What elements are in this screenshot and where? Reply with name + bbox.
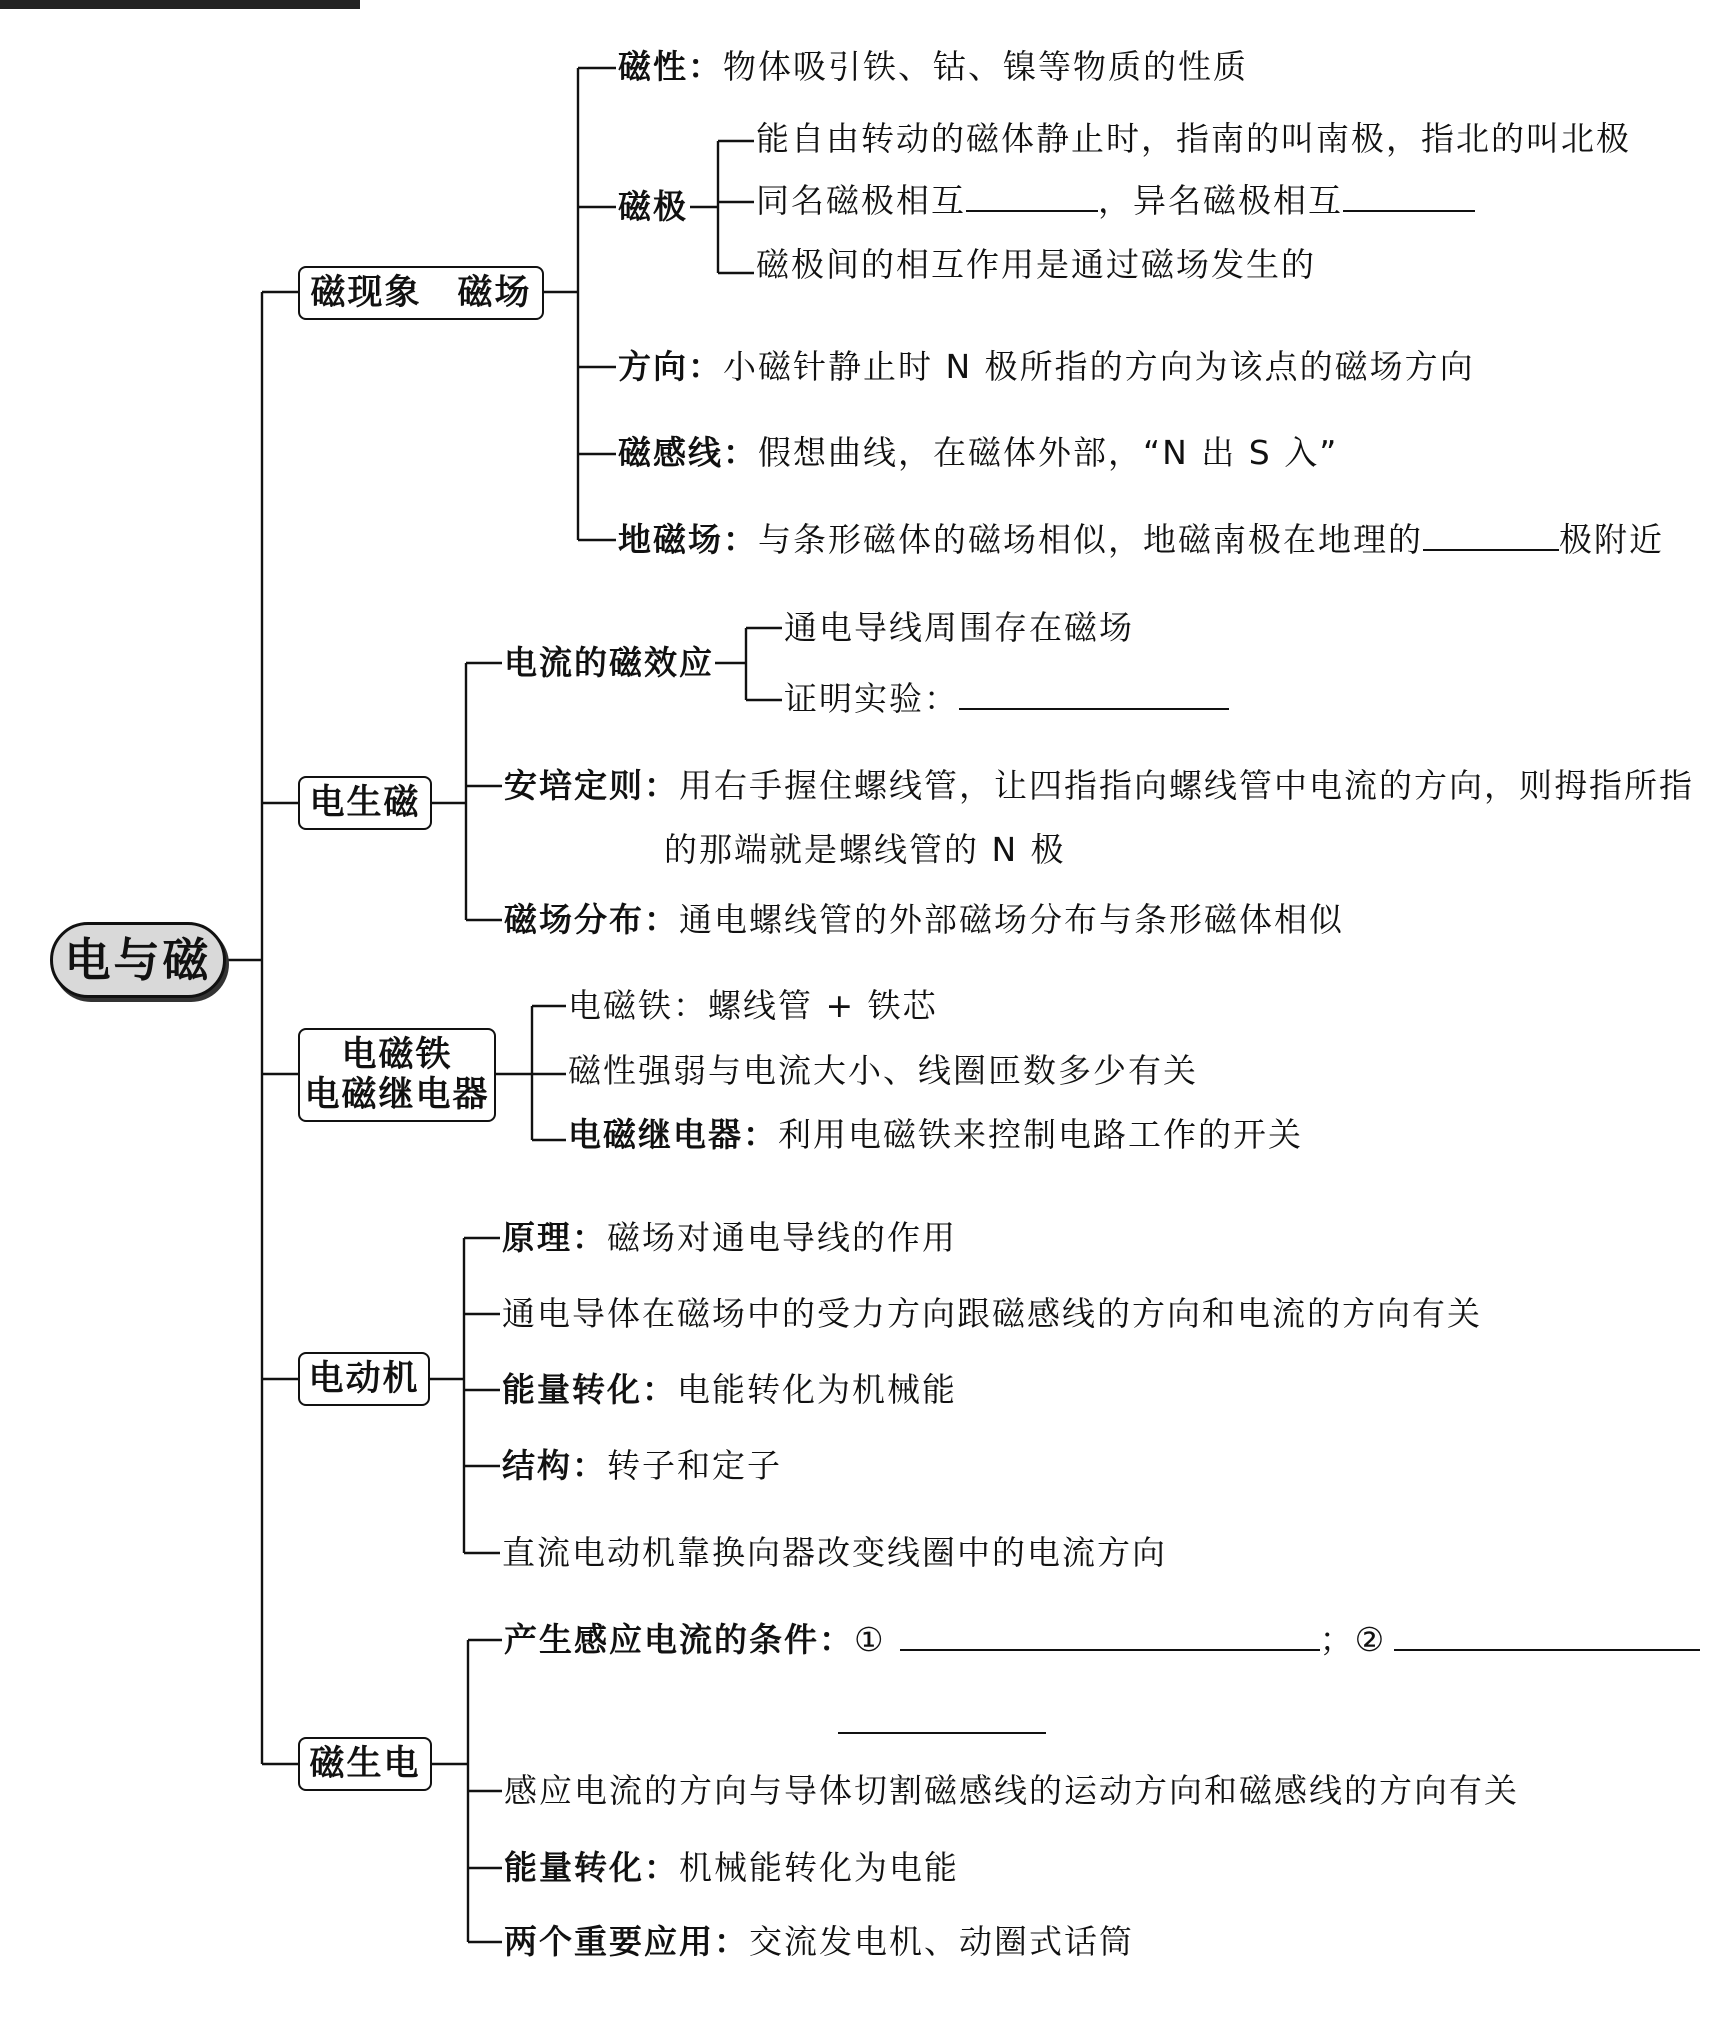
condition-separator: ； <box>1319 1620 1355 1659</box>
motor-structure-text: 转子和定子 <box>607 1446 782 1485</box>
poles-item-1: 能自由转动的磁体静止时，指南的叫南极，指北的叫北极 <box>756 119 1631 158</box>
motor-energy-item <box>502 1369 957 1411</box>
condition-mark-2: ② <box>1354 1620 1387 1659</box>
geomagnetic-text-b: 极附近 <box>1559 520 1664 559</box>
geomagnetic-text-a: 与条形磁体的磁场相似，地磁南极在地理的 <box>758 520 1423 559</box>
blank-opposite-pole[interactable] <box>1343 182 1475 212</box>
electromagnet-item-2: 磁性强弱与电流大小、线圈匝数多少有关 <box>568 1051 1198 1090</box>
blank-condition-2[interactable] <box>1394 1621 1700 1651</box>
field-lines-item <box>618 432 1338 474</box>
motor-commutator: 直流电动机靠换向器改变线圈中的电流方向 <box>502 1533 1167 1572</box>
generator-energy-item <box>504 1847 959 1889</box>
motor-principle-text: 磁场对通电导线的作用 <box>607 1218 957 1257</box>
motor-energy-text: 电能转化为机械能 <box>677 1370 957 1409</box>
field-lines-text: 假想曲线，在磁体外部，“N 出 S 入” <box>758 433 1339 472</box>
blank-same-pole[interactable] <box>966 182 1098 212</box>
induction-direction: 感应电流的方向与导体切割磁感线的运动方向和磁感线的方向有关 <box>504 1771 1519 1810</box>
field-lines-label: 磁感线： <box>618 433 758 472</box>
topic-magnetic-phenomena-label-b: 磁场 <box>457 273 532 313</box>
relay-text: 利用电磁铁来控制电路工作的开关 <box>778 1115 1303 1154</box>
generator-energy-label: 能量转化： <box>504 1848 679 1887</box>
topic-electromagnet-line-1: 电磁铁 <box>341 1035 453 1075</box>
experiment-label: 证明实验： <box>784 679 959 718</box>
direction-label: 方向： <box>618 347 723 386</box>
motor-structure-label: 结构： <box>502 1446 607 1485</box>
geomagnetic-label: 地磁场： <box>618 520 758 559</box>
field-distribution-label: 磁场分布： <box>504 900 679 939</box>
blank-geographic-pole[interactable] <box>1423 521 1559 551</box>
motor-energy-label: 能量转化： <box>502 1370 677 1409</box>
ampere-rule-item <box>504 765 1694 807</box>
poles-item-3: 磁极间的相互作用是通过磁场发生的 <box>756 245 1316 284</box>
topic-electromagnet <box>298 1028 496 1122</box>
ampere-rule-label: 安培定则： <box>504 766 679 805</box>
topic-magnetic-phenomena <box>298 266 544 320</box>
poles-item-2-text-a: 同名磁极相互 <box>756 181 966 220</box>
ampere-rule-line-1: 用右手握住螺线管，让四指指向螺线管中电流的方向，则拇指所指 <box>679 766 1694 805</box>
geomagnetic-item <box>618 519 1664 561</box>
topic-magnetism-to-electricity: 磁生电 <box>298 1737 432 1791</box>
magnetic-effect-item-2 <box>784 678 1229 720</box>
relay-item <box>568 1114 1303 1156</box>
magnetism-text: 物体吸引铁、钴、镍等物质的性质 <box>723 47 1248 86</box>
field-distribution-item <box>504 899 1344 941</box>
poles-item-2 <box>756 180 1475 222</box>
applications-label: 两个重要应用： <box>504 1922 749 1961</box>
relay-label: 电磁继电器： <box>568 1115 778 1154</box>
blank-condition-1[interactable] <box>900 1621 1320 1651</box>
magnetism-item <box>618 46 1248 88</box>
topic-electromagnet-line-2: 电磁继电器 <box>304 1075 490 1115</box>
blank-experiment[interactable] <box>959 680 1229 710</box>
induction-conditions-item <box>504 1619 1700 1661</box>
topic-motor: 电动机 <box>298 1352 430 1406</box>
magnetic-effect-item-1: 通电导线周围存在磁场 <box>784 608 1134 647</box>
electromagnet-item-1: 电磁铁：螺线管 + 铁芯 <box>568 986 938 1025</box>
root-node: 电与磁 <box>50 922 226 998</box>
applications-text: 交流发电机、动圈式话筒 <box>749 1922 1134 1961</box>
poles-label: 磁极 <box>618 187 688 226</box>
direction-item <box>618 346 1475 388</box>
topic-magnetic-phenomena-label-a: 磁现象 <box>310 273 422 313</box>
direction-text: 小磁针静止时 N 极所指的方向为该点的磁场方向 <box>723 347 1475 386</box>
induction-conditions-label: 产生感应电流的条件： <box>504 1620 854 1659</box>
generator-energy-text: 机械能转化为电能 <box>679 1848 959 1887</box>
field-distribution-text: 通电螺线管的外部磁场分布与条形磁体相似 <box>679 900 1344 939</box>
motor-principle-label: 原理： <box>502 1218 607 1257</box>
motor-structure-item <box>502 1445 782 1487</box>
ampere-rule-line-2: 的那端就是螺线管的 N 极 <box>664 830 1066 869</box>
blank-condition-2-continued[interactable] <box>838 1708 1046 1734</box>
magnetism-label: 磁性： <box>618 47 723 86</box>
magnetic-effect-label: 电流的磁效应 <box>504 643 714 682</box>
applications-item <box>504 1921 1134 1963</box>
motor-force-direction: 通电导体在磁场中的受力方向跟磁感线的方向和电流的方向有关 <box>502 1294 1482 1333</box>
motor-principle-item <box>502 1217 957 1259</box>
poles-item-2-text-b: ，异名磁极相互 <box>1098 181 1343 220</box>
topic-electricity-to-magnetism: 电生磁 <box>298 776 432 830</box>
condition-mark-1: ① <box>854 1620 886 1659</box>
